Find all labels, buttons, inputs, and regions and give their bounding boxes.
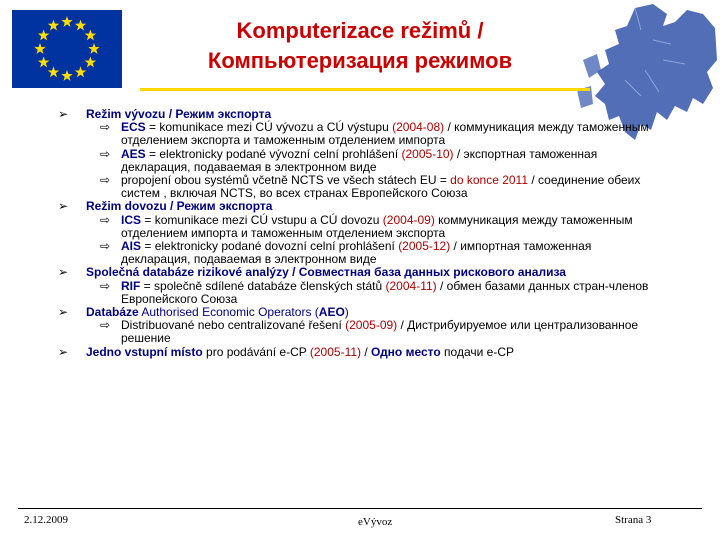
sub-text: propojení obou systémů včetně NCTS ve všech státech EU =: [121, 173, 451, 188]
bullet-list: [28, 108, 658, 359]
sub-text: = elektronicky podané dovozní celní prohlášení: [141, 239, 399, 254]
item-heading-bold: Databáze: [86, 305, 139, 320]
sub-key: RIF: [121, 278, 141, 293]
eu-flag: [12, 10, 122, 88]
item-heading-date: (2005-11): [309, 344, 362, 359]
hollow-arrow-bullet-icon: ⇨: [100, 318, 111, 333]
list-item: [28, 346, 658, 359]
sub-key: AES: [121, 146, 146, 161]
sub-text: = elektronicky podané vývozní celní prohlášení: [145, 146, 402, 161]
arrowhead-bullet-icon: ➢: [58, 305, 69, 320]
sub-text-ru: / экспортная таможенная декларация, подаваемая в электронном виде: [121, 146, 598, 174]
title-underline: [140, 88, 590, 91]
sub-date: (2004-09): [382, 212, 435, 227]
sub-item: [28, 280, 658, 306]
hollow-arrow-bullet-icon: ⇨: [100, 146, 111, 161]
item-heading: Společná databáze rizikové analýzy / Совместная база данных рискового анализа: [86, 265, 566, 280]
sub-text: = komunikace mezi CÚ vývozu a CÚ výstupu: [145, 120, 393, 135]
sub-date: do konce 2011: [450, 173, 529, 188]
hollow-arrow-bullet-icon: ⇨: [100, 212, 111, 227]
hollow-arrow-bullet-icon: ⇨: [100, 173, 111, 188]
footer-divider: [18, 508, 702, 509]
item-heading-end: подачи e-CP: [440, 344, 515, 359]
eu-flag-icon: [12, 10, 122, 88]
arrowhead-bullet-icon: ➢: [58, 199, 69, 214]
sub-text-ru: коммуникация между таможенным отделением импорта и таможенным отделением экспорта: [121, 212, 633, 240]
sub-date: (2005-09): [345, 318, 398, 333]
sub-text-ru: / импортная таможенная декларация, подаваемая в электронном виде: [121, 239, 592, 267]
item-heading-sep: /: [361, 344, 372, 359]
sub-item: [28, 174, 658, 200]
sub-key: AIS: [121, 239, 142, 254]
footer-date: 2.12.2009: [24, 514, 68, 526]
sub-date: (2005-12): [398, 239, 451, 254]
arrowhead-bullet-icon: ➢: [58, 344, 69, 359]
slide-title: [140, 16, 580, 76]
footer-page-number: Strana 3: [615, 514, 652, 526]
title-line-1: Komputerizace režimů /: [236, 18, 484, 43]
item-heading-ru-bold: Одно место: [371, 344, 441, 359]
hollow-arrow-bullet-icon: ⇨: [100, 239, 111, 254]
sub-text-ru: / соединение обеих систем , включая NCTS, во всех странах Европейского Союза: [121, 173, 641, 201]
item-heading-end: ): [344, 305, 349, 320]
arrowhead-bullet-icon: ➢: [58, 107, 69, 121]
sub-date: (2004-08): [392, 120, 445, 135]
sub-text: = společně sdílené databáze členských států: [140, 278, 386, 293]
sub-item: [28, 148, 658, 174]
sub-date: (2004-11): [385, 278, 437, 293]
item-heading: Režim vývozu / Режим экспорта: [86, 107, 272, 121]
sub-item: [28, 214, 658, 240]
hollow-arrow-bullet-icon: ⇨: [100, 120, 111, 135]
item-heading-text: Authorised Economic Operators (: [138, 305, 319, 320]
sub-item: [28, 319, 658, 345]
sub-key: ICS: [121, 212, 142, 227]
sub-key: ECS: [121, 120, 146, 135]
hollow-arrow-bullet-icon: ⇨: [100, 278, 111, 293]
sub-text: Distribuované nebo centralizované řešení: [121, 318, 346, 333]
item-heading-abbr: AEO: [318, 305, 345, 320]
footer-center: eVývoz: [358, 516, 393, 528]
sub-item: [28, 121, 658, 147]
item-heading: Režim dovozu / Режим экспорта: [86, 199, 273, 214]
sub-text: = komunikace mezi CÚ vstupu a CÚ dovozu: [141, 212, 383, 227]
item-heading-bold: Jedno vstupní místo: [86, 344, 203, 359]
sub-text-ru: / Дистрибуируемое или централизованное решение: [121, 318, 639, 346]
sub-text-ru: / обмен базами данных стран-членов Европейского Союза: [121, 278, 649, 306]
arrowhead-bullet-icon: ➢: [58, 265, 69, 280]
sub-text-ru: / коммуникация между таможенным отделением экспорта и таможенным отделением импорта: [121, 120, 649, 148]
sub-date: (2005-10): [401, 146, 454, 161]
title-line-2: Компьютеризация режимов: [207, 48, 513, 73]
item-heading-text: pro podávání e-CP: [202, 344, 310, 359]
sub-item: [28, 240, 658, 266]
